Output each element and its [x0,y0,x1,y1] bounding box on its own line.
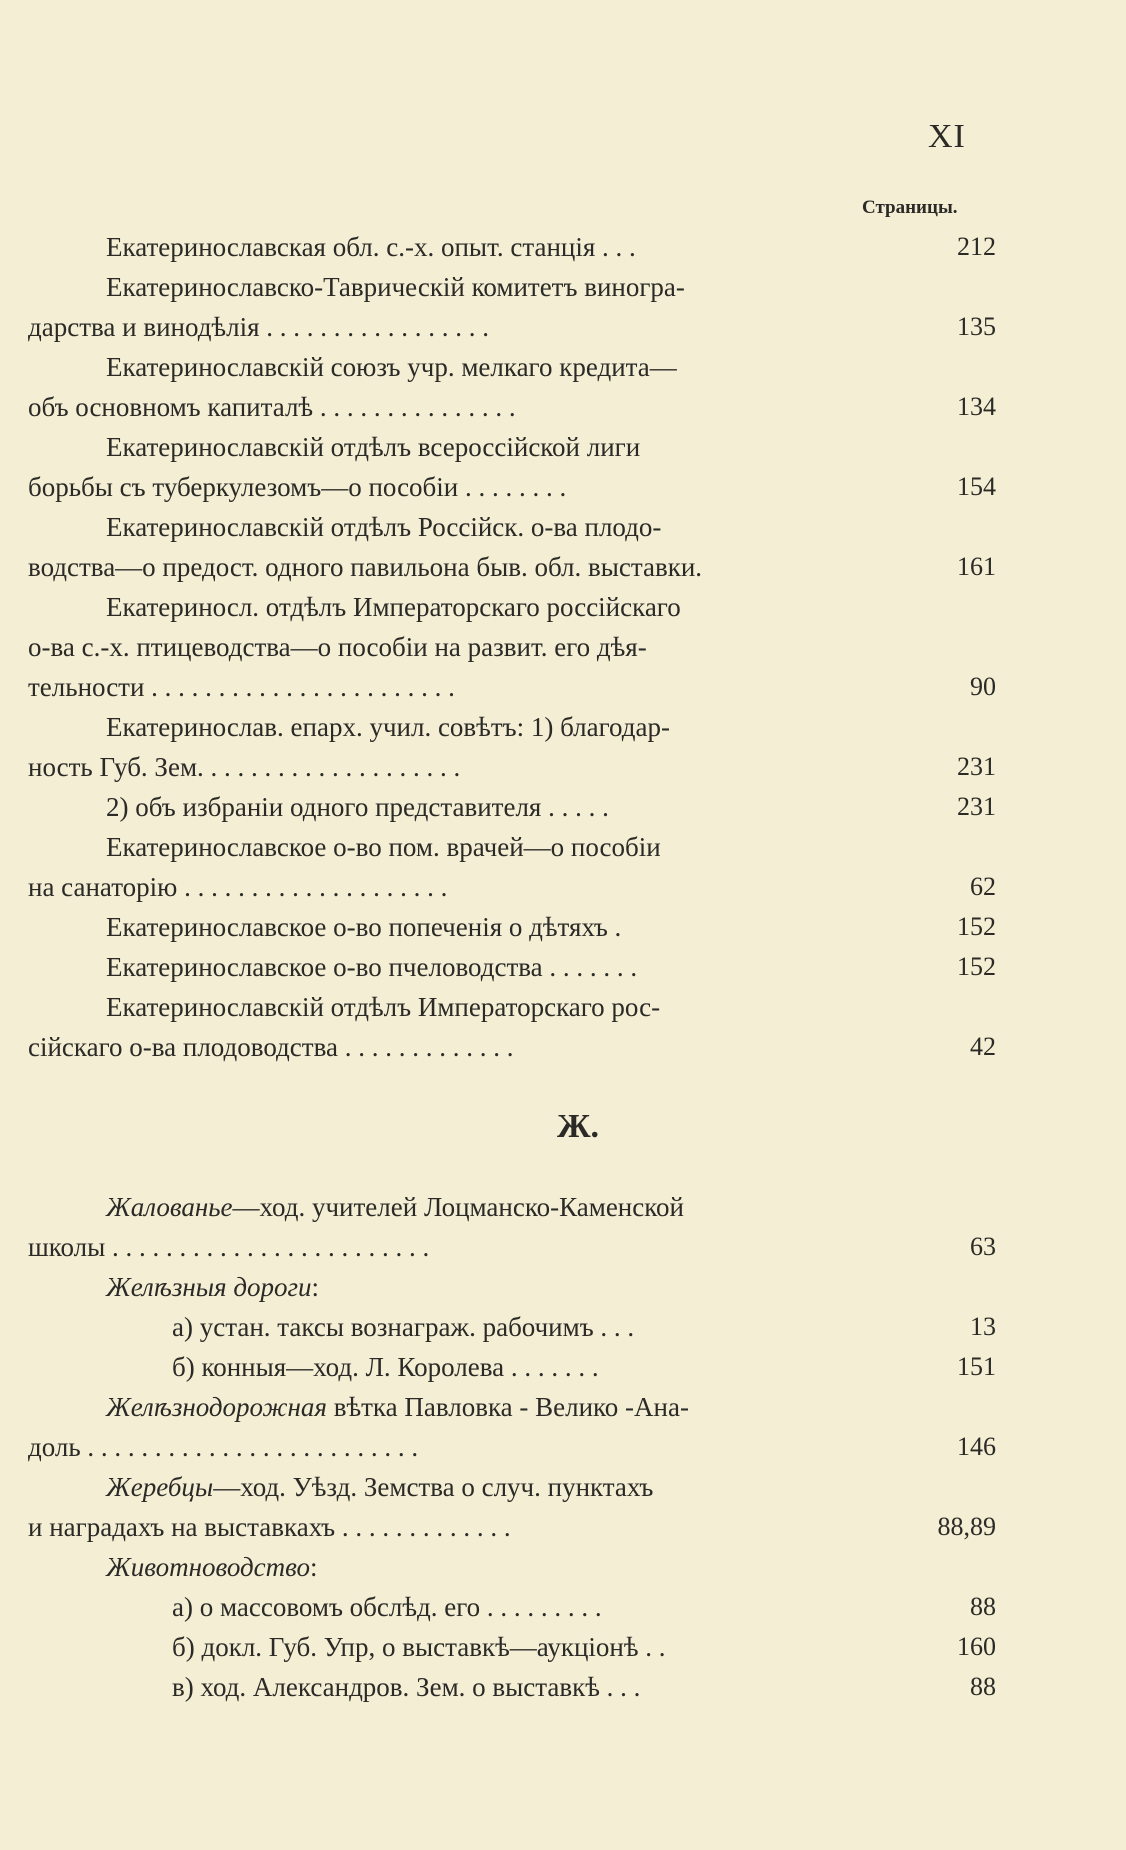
entry-text [106,1267,319,1307]
entry-description: сійскаго о-ва плодоводства . . . . . . . . . . . . . [28,1032,514,1062]
entry-description: Екатериносл. отдѣлъ Императорскаго россійскаго [106,592,681,622]
entry-description: ность Губ. Зем. . . . . . . . . . . . . . . . . . . . [28,752,461,782]
entry-description: школы . . . . . . . . . . . . . . . . . . . . . . . . [28,1232,430,1262]
entry-text [106,827,661,867]
index-line [0,1507,1126,1547]
index-line [0,707,1126,747]
entry-text [106,267,685,307]
page-ref: 231 [957,792,996,821]
index-line [0,1307,1126,1347]
index-line [0,427,1126,467]
entry-heading: Желѣзнодорожная [106,1392,327,1422]
entry-text [106,1467,653,1507]
entry-description: —ход. Уѣзд. Земства о случ. пунктахъ [213,1472,654,1502]
page-number: XI [928,118,966,155]
entry-description: борьбы съ туберкулезомъ—о пособіи . . . . . . . . [28,472,567,502]
entry-description: а) о массовомъ обслѣд. его . . . . . . . . . [172,1592,602,1622]
index-line [0,547,1126,587]
index-line [0,1667,1126,1707]
index-line [0,267,1126,307]
index-line [0,827,1126,867]
index-block-e [0,227,1126,1067]
entry-description: Екатеринославскій отдѣлъ всероссійской лиги [106,432,641,462]
entry-text [106,987,660,1027]
entry-description: : [310,1552,318,1582]
index-line [0,747,1126,787]
index-lines [0,227,1126,1707]
entry-description: а) устан. таксы вознаграж. рабочимъ . . . [172,1312,635,1342]
page-ref: 63 [970,1232,996,1261]
entry-description: Екатеринослав. епарх. учил. совѣтъ: 1) благодар- [106,712,670,742]
index-line [0,1627,1126,1667]
entry-text [28,1027,513,1067]
index-line [0,1587,1126,1627]
index-line [0,227,1126,267]
index-line [0,1027,1126,1067]
entry-description: и наградахъ на выставкахъ . . . . . . . . . . . . . [28,1512,511,1542]
index-line [0,1547,1126,1587]
section-letter: Ж. [556,1108,600,1145]
entry-text [28,547,702,587]
page-ref: 152 [957,952,996,981]
index-line [0,587,1126,627]
page-ref: 90 [970,672,996,701]
page-ref: 134 [957,392,996,421]
index-line [0,1187,1126,1227]
page-ref: 88 [970,1592,996,1621]
page-ref: 160 [957,1632,996,1661]
entry-text [28,627,647,667]
page-ref: 146 [957,1432,996,1461]
index-line [0,667,1126,707]
entry-text [106,707,670,747]
index-line [0,987,1126,1027]
entry-text [28,1427,418,1467]
index-line [0,907,1126,947]
entry-description: б) докл. Губ. Упр, о выставкѣ—аукціонѣ . . [172,1632,666,1662]
entry-heading: Желѣзныя дороги [106,1272,312,1302]
entry-text [28,867,447,907]
entry-description: доль . . . . . . . . . . . . . . . . . . . . . . . . . [28,1432,419,1462]
entry-description: на санаторію . . . . . . . . . . . . . . . . . . . . [28,872,448,902]
index-line [0,1387,1126,1427]
entry-description: водства—о предост. одного павильона быв. обл. выставки. [28,552,703,582]
entry-text [106,427,640,467]
entry-text [172,1667,640,1707]
page-ref: 13 [970,1312,996,1341]
entry-text [28,307,489,347]
entry-text [106,907,621,947]
index-line [0,1467,1126,1507]
entry-description: Екатеринославскій отдѣлъ Россійск. о-ва плодо- [106,512,662,542]
entry-heading: Жеребцы [106,1472,214,1502]
index-block-zh [0,1187,1126,1707]
page-ref: 88,89 [937,1512,996,1541]
entry-text [28,747,460,787]
entry-description: объ основномъ капиталѣ . . . . . . . . . . . . . . . [28,392,516,422]
entry-text [172,1307,634,1347]
index-line [0,387,1126,427]
entry-text [172,1347,599,1387]
index-line [0,627,1126,667]
entry-text [106,1187,684,1227]
page-ref: 161 [957,552,996,581]
entry-description: вѣтка Павловка - Велико -Ана- [326,1392,689,1422]
entry-description: Екатеринославская обл. с.-х. опыт. станція . . . [106,232,636,262]
entry-text [106,507,661,547]
index-line [0,1347,1126,1387]
entry-text [106,1547,318,1587]
entry-description: : [311,1272,320,1302]
entry-description: Екатеринославское о-во попеченія о дѣтяхъ . [106,912,622,942]
entry-description: о-ва с.-х. птицеводства—о пособіи на развит. его дѣя- [28,632,647,662]
entry-description: —ход. учителей Лоцманско-Каменской [232,1192,684,1222]
index-line [0,507,1126,547]
entry-description: б) конныя—ход. Л. Королева . . . . . . . [172,1352,599,1382]
entry-text [172,1587,602,1627]
index-line [0,867,1126,907]
page-ref: 151 [957,1352,996,1381]
entry-description: Екатеринославское о-во пчеловодства . . . . . . . [106,952,638,982]
page-ref: 231 [957,752,996,781]
entry-description: дарства и винодѣлія . . . . . . . . . . . . . . . . . [28,312,489,342]
entry-text [106,227,636,267]
index-line [0,947,1126,987]
index-line [0,1267,1126,1307]
entry-description: Екатеринославскій союзъ учр. мелкаго кредита— [106,352,677,382]
entry-text [28,667,455,707]
entry-description: Екатеринославско-Таврическій комитетъ виногра- [106,272,685,302]
entry-text [172,1627,666,1667]
entry-text [106,587,681,627]
entry-description: 2) объ избраніи одного представителя . . . . . [106,792,609,822]
index-line [0,347,1126,387]
pages-column-label: Страницы. [862,197,958,218]
page-ref: 62 [970,872,996,901]
entry-text [28,387,516,427]
entry-text [106,787,609,827]
entry-heading: Жалованье [106,1192,233,1222]
page-ref: 154 [957,472,996,501]
entry-heading: Животноводство [106,1552,311,1582]
entry-text [106,1387,689,1427]
entry-description: в) ход. Александров. Зем. о выставкѣ . . . [172,1672,641,1702]
page-ref: 212 [957,232,996,261]
entry-text [28,1227,429,1267]
page-ref: 135 [957,312,996,341]
entry-text [106,947,637,987]
index-line [0,467,1126,507]
index-line [0,1227,1126,1267]
index-line [0,307,1126,347]
index-line [0,1427,1126,1467]
page-ref: 88 [970,1672,996,1701]
entry-description: тельности . . . . . . . . . . . . . . . . . . . . . . . [28,672,455,702]
entry-description: Екатеринославское о-во пом. врачей—о пособіи [106,832,661,862]
entry-text [28,467,566,507]
entry-text [28,1507,511,1547]
page-ref: 152 [957,912,996,941]
entry-description: Екатеринославскій отдѣлъ Императорскаго рос- [106,992,661,1022]
entry-text [106,347,677,387]
page-ref: 42 [970,1032,996,1061]
index-line [0,787,1126,827]
